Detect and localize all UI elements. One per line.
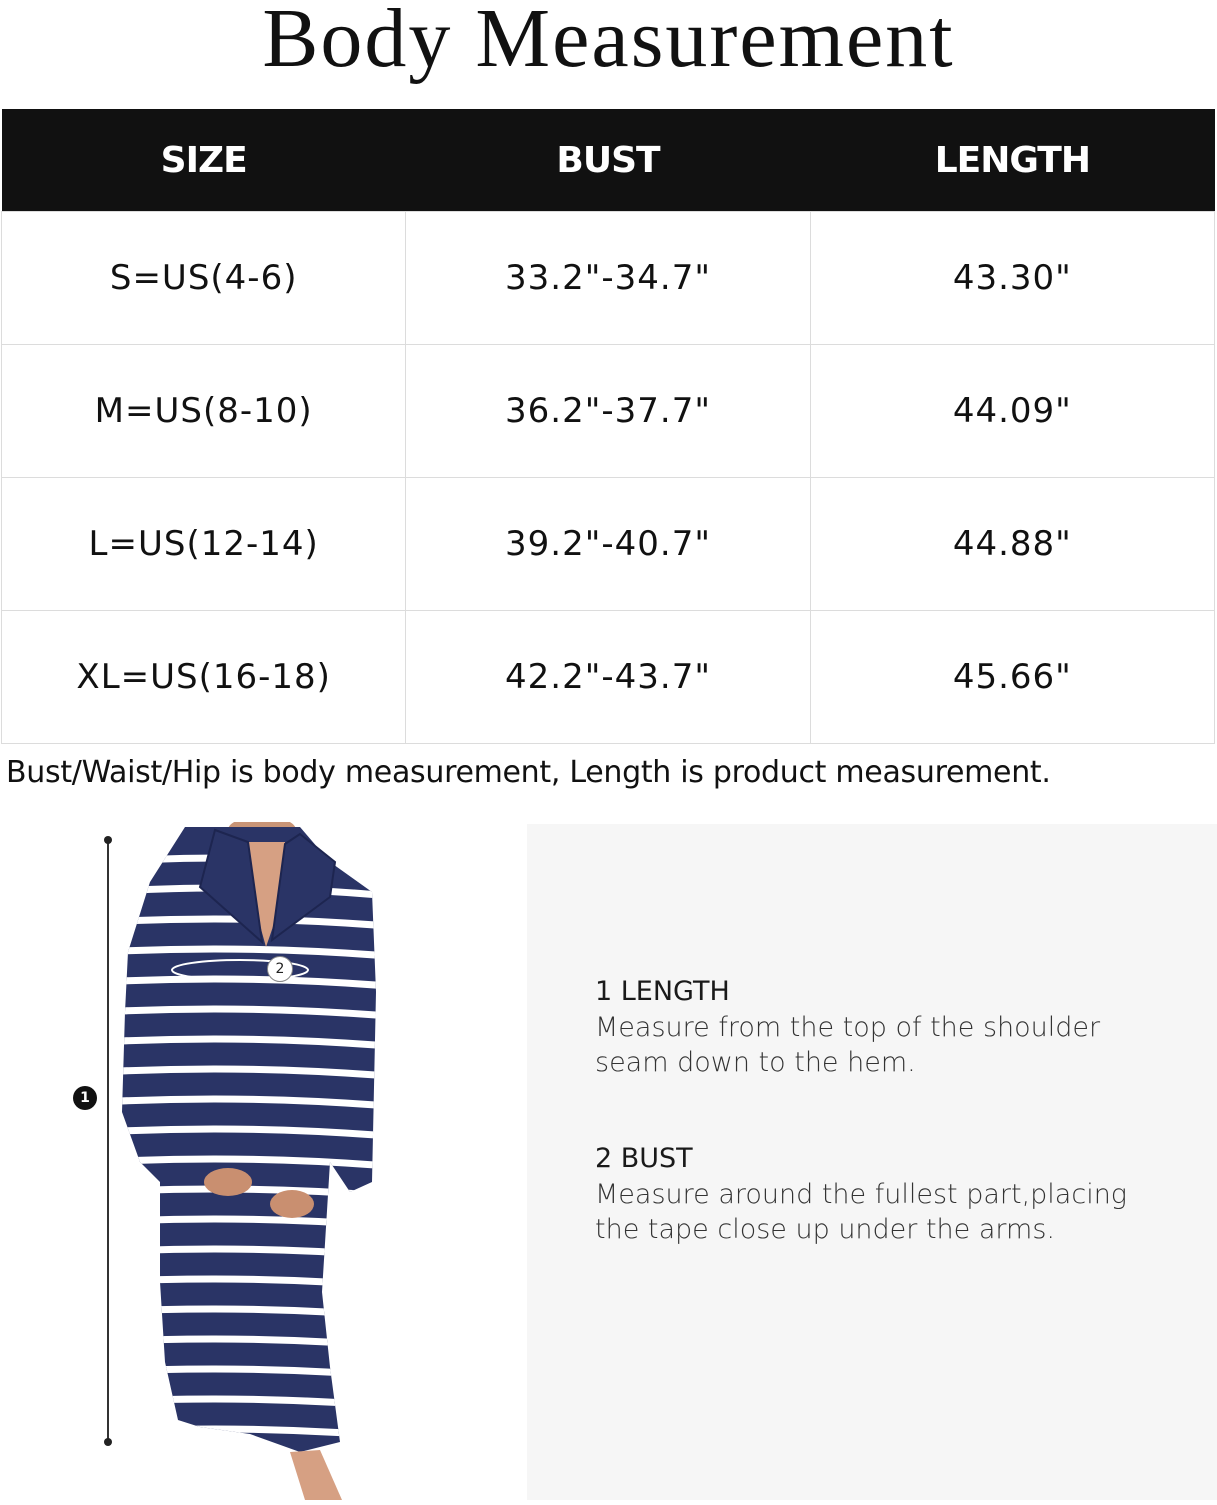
page-title: Body Measurement [262, 0, 955, 85]
table-row [2, 212, 1215, 345]
model-illustration [0, 822, 525, 1500]
instruction-text-line: seam down to the hem. [595, 1047, 916, 1078]
table-header-row [2, 109, 1215, 212]
model-figure [0, 822, 525, 1500]
leg-skin [290, 1450, 342, 1500]
marker-1-badge: 1 [73, 1086, 97, 1110]
cell-bust: 42.2"-43.7" [406, 611, 810, 744]
cell-bust: 39.2"-40.7" [406, 478, 810, 611]
marker-2-badge: 2 [267, 956, 293, 982]
hand-right [270, 1190, 314, 1218]
table-row [2, 478, 1215, 611]
table-row [2, 345, 1215, 478]
instruction-length [595, 974, 1195, 1080]
instruction-text-line: Measure around the fullest part,placing [595, 1179, 1128, 1210]
header-length: LENGTH [810, 109, 1214, 212]
cell-size: M=US(8-10) [2, 345, 406, 478]
cell-bust: 33.2"-34.7" [406, 212, 810, 345]
instruction-text-line: the tape close up under the arms. [595, 1214, 1055, 1245]
cell-bust: 36.2"-37.7" [406, 345, 810, 478]
cell-length: 43.30" [810, 212, 1214, 345]
cell-size: L=US(12-14) [2, 478, 406, 611]
cell-length: 44.88" [810, 478, 1214, 611]
instruction-heading: 1 LENGTH [595, 976, 730, 1007]
header-bust: BUST [406, 109, 810, 212]
hand-left [204, 1168, 252, 1196]
cell-length: 44.09" [810, 345, 1214, 478]
measurement-note: Bust/Waist/Hip is body measurement, Length is product measurement. [6, 755, 1051, 790]
header-size: SIZE [2, 109, 406, 212]
measurement-instructions-panel [527, 824, 1217, 1500]
cell-size: XL=US(16-18) [2, 611, 406, 744]
cell-length: 45.66" [810, 611, 1214, 744]
cell-size: S=US(4-6) [2, 212, 406, 345]
instruction-heading: 2 BUST [595, 1143, 693, 1174]
size-chart-table [1, 109, 1215, 744]
table-row [2, 611, 1215, 744]
instruction-bust [595, 1141, 1195, 1247]
instruction-text-line: Measure from the top of the shoulder [595, 1012, 1101, 1043]
